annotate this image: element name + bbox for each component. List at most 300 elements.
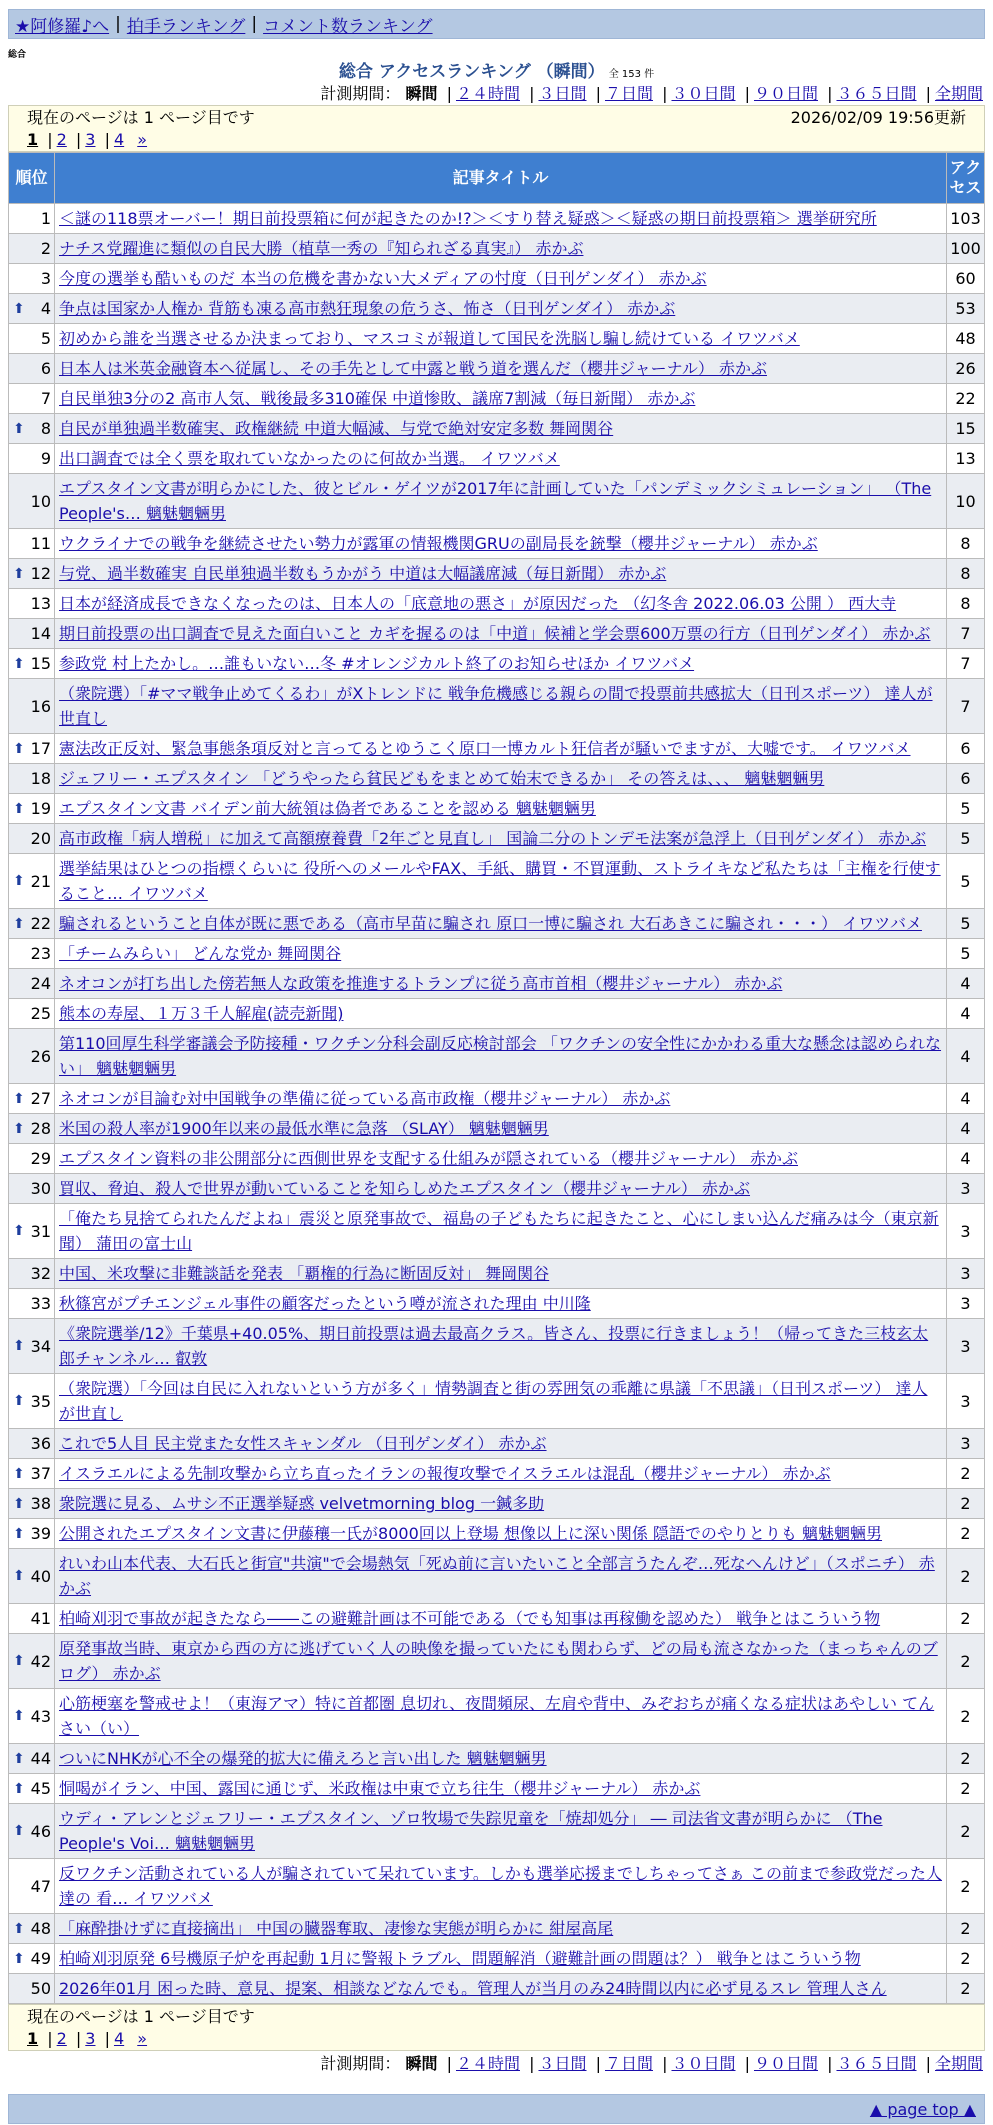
rank-up-arrow-icon: ⬆: [13, 1750, 25, 1767]
article-link[interactable]: （衆院選）「#ママ戦争止めてくるわ」がXトレンドに 戦争危機感じる親らの間で投票前共感拡大（日刊スポーツ） 達人が世直し: [59, 684, 933, 728]
access-count: 26: [947, 354, 985, 384]
rank-up-arrow-icon: ⬆: [13, 1495, 25, 1512]
access-count: 100: [947, 234, 985, 264]
rank-cell: [9, 1459, 55, 1489]
period-link-24h[interactable]: ２４時間: [455, 84, 520, 103]
title-cell: [55, 1519, 947, 1549]
pager-link-3[interactable]: 3: [85, 2029, 96, 2048]
table-row: [9, 824, 985, 854]
title-cell: [55, 854, 947, 909]
article-link[interactable]: 《衆院選挙/12》千葉県+40.05%、期日前投票は過去最高クラス。皆さん、投票に行きましょう！（帰ってきた三枝玄太郎チャンネル… 叡敦: [59, 1324, 929, 1368]
rank-cell: [9, 734, 55, 764]
access-count: 2: [947, 1804, 985, 1859]
article-link[interactable]: 「俺たち見捨てられたんだよね」震災と原発事故で、福島の子どもたちに起きたこと、心にしまい込んだ痛みは今（東京新聞） 蒲田の富士山: [59, 1209, 939, 1253]
article-link[interactable]: ナチス党躍進に類似の自民大勝（植草一秀の『知られざる真実』） 赤かぶ: [59, 239, 584, 258]
rank-cell: [9, 1604, 55, 1634]
article-link[interactable]: 日本が経済成長できなくなったのは、日本人の「底意地の悪さ」が原因だった （幻冬舎 2022.06.03 公開 ） 西大寺: [59, 594, 897, 613]
rank-cell: [9, 1374, 55, 1429]
article-link[interactable]: ジェフリー・エプスタイン 「どうやったら貧民どもをまとめて始末できるか」 その答えは、、、 魑魅魍魎男: [59, 769, 825, 788]
article-link[interactable]: 公開されたエプスタイン文書に伊藤穰一氏が8000回以上登場 想像以上に深い関係 隠語でのやりとりも 魑魅魍魎男: [59, 1524, 883, 1543]
access-count: 5: [947, 909, 985, 939]
rank-cell: [9, 854, 55, 909]
table-row: [9, 1259, 985, 1289]
article-link[interactable]: エプスタイン資料の非公開部分に西側世界を支配する仕組みが隠されている（櫻井ジャーナル） 赤かぶ: [59, 1149, 799, 1168]
access-count: 5: [947, 939, 985, 969]
pager-link-3[interactable]: 3: [85, 130, 96, 149]
access-count: 2: [947, 1914, 985, 1944]
table-row: [9, 1489, 985, 1519]
period-link-7d[interactable]: ７日間: [604, 84, 653, 103]
title-cell: [55, 734, 947, 764]
article-link[interactable]: 参政党 村上たかし。…誰もいない…冬 #オレンジカルト終了のお知らせほか イワツバメ: [59, 654, 695, 673]
title-cell: [55, 1804, 947, 1859]
table-row: [9, 474, 985, 529]
article-link[interactable]: 中国、米攻撃に非難談話を発表 「覇権的行為に断固反対」 舞岡関谷: [59, 1264, 550, 1283]
rank-cell: [9, 324, 55, 354]
table-row: [9, 679, 985, 734]
table-row: [9, 939, 985, 969]
access-count: 4: [947, 1084, 985, 1114]
title-cell: [55, 1974, 947, 2004]
rank-number: 50: [30, 1979, 51, 1998]
article-link[interactable]: ウクライナでの戦争を継続させたい勢力が露軍の情報機関GRUの副局長を銃撃（櫻井ジャーナル） 赤かぶ: [59, 534, 818, 553]
rank-cell: [9, 474, 55, 529]
rank-up-arrow-icon: ⬆: [13, 1780, 25, 1797]
title-cell: [55, 1114, 947, 1144]
rank-number: 3: [40, 269, 51, 288]
pager-link-4[interactable]: 4: [113, 130, 125, 149]
access-count: 13: [947, 444, 985, 474]
title-cell: [55, 1204, 947, 1259]
period-link-30d[interactable]: ３０日間: [671, 84, 736, 103]
table-row: [9, 734, 985, 764]
period-selector-bottom: 計測期間： 瞬間 | ２４時間 | ３日間 | ７日間 | ３０日間 | ９０日間 | ３６５日間 | 全期間: [320, 2054, 983, 2073]
rank-cell: [9, 529, 55, 559]
table-row: [9, 1859, 985, 1914]
rank-number: 41: [30, 1609, 51, 1628]
rank-cell: [9, 1144, 55, 1174]
table-row: [9, 1114, 985, 1144]
title-cell: [55, 324, 947, 354]
title-cell: [55, 1689, 947, 1744]
rank-cell: [9, 1174, 55, 1204]
top-nav-bar: [8, 9, 985, 39]
title-cell: [55, 764, 947, 794]
page-title: [8, 61, 985, 83]
pager-next-link[interactable]: »: [137, 2029, 148, 2048]
rank-cell: [9, 1974, 55, 2004]
article-link[interactable]: ＜謎の118票オーバー！期日前投票箱に何が起きたのか!?＞＜すり替え疑惑＞＜疑惑の期日前投票箱＞ 選挙研究所: [59, 209, 877, 228]
rank-cell: [9, 589, 55, 619]
rank-cell: [9, 1634, 55, 1689]
rank-number: 1: [40, 209, 51, 228]
title-cell: [55, 1289, 947, 1319]
table-row: [9, 1204, 985, 1259]
article-link[interactable]: 柏崎刈羽原発 6号機原子炉を再起動 1月に警報トラブル、問題解消（避難計画の問題は？） 戦争とはこういう物: [59, 1949, 861, 1968]
rank-number: 10: [30, 491, 51, 511]
table-row: [9, 1744, 985, 1774]
article-link[interactable]: イスラエルによる先制攻撃から立ち直ったイランの報復攻撃でイスラエルは混乱（櫻井ジャーナル） 赤かぶ: [59, 1464, 831, 1483]
article-link[interactable]: れいわ山本代表、大石氏と街宣"共演"で会場熱気「死ぬ前に言いたいこと全部言うたんぞ…死なへんけど」（スポニチ） 赤かぶ: [59, 1554, 935, 1598]
access-count: 7: [947, 649, 985, 679]
rank-number: 14: [30, 624, 51, 643]
access-count: 22: [947, 384, 985, 414]
rank-cell: [9, 1944, 55, 1974]
table-row: [9, 1914, 985, 1944]
rank-number: 40: [30, 1566, 51, 1586]
rank-number: 27: [30, 1089, 51, 1108]
title-cell: [55, 1259, 947, 1289]
access-count: 3: [947, 1204, 985, 1259]
rank-cell: [9, 1289, 55, 1319]
access-count: 4: [947, 1029, 985, 1084]
access-count: 3: [947, 1429, 985, 1459]
title-cell: [55, 1634, 947, 1689]
table-row: [9, 1289, 985, 1319]
rank-cell: [9, 1549, 55, 1604]
title-cell: [55, 1319, 947, 1374]
article-link[interactable]: 高市政権「病人増税」に加えて高額療養費「2年ごと見直し」 国論二分のトンデモ法案が急浮上（日刊ゲンダイ） 赤かぶ: [59, 829, 927, 848]
access-count: 6: [947, 734, 985, 764]
period-current: 瞬間: [405, 84, 438, 103]
article-link[interactable]: 反ワクチン活動されている人が騙されていて呆れています。しかも選挙応援までしちゃってさぁ この前まで参政党だった人達の 看… イワツバメ: [59, 1864, 943, 1908]
updated-timestamp: 2026/02/09 19:56更新: [790, 108, 966, 127]
article-link[interactable]: 恫喝がイラン、中国、露国に通じず、米政権は中東で立ち往生（櫻井ジャーナル） 赤かぶ: [59, 1779, 701, 1798]
table-row: [9, 294, 985, 324]
access-count: 3: [947, 1174, 985, 1204]
article-link[interactable]: 選挙結果はひとつの指標くらいに 役所へのメールやFAX、手紙、購買・不買運動、ストライキなど私たちは「主権を行使すること… イワツバメ: [59, 859, 941, 903]
rank-cell: [9, 1084, 55, 1114]
article-link[interactable]: 衆院選に見る、ムサシ不正選挙疑惑 velvetmorning blog 一鍼多助: [59, 1494, 545, 1513]
rank-cell: [9, 1319, 55, 1374]
title-cell: [55, 589, 947, 619]
access-count: 8: [947, 589, 985, 619]
access-count: 2: [947, 1549, 985, 1604]
access-count: 3: [947, 1289, 985, 1319]
rank-up-arrow-icon: ⬆: [13, 873, 25, 889]
period-label: 計測期間：: [320, 84, 401, 103]
breadcrumb: 総合: [8, 50, 27, 60]
period-label: 計測期間：: [320, 2054, 401, 2073]
rank-number: 33: [30, 1294, 51, 1313]
rank-number: 24: [30, 974, 51, 993]
rank-number: 21: [30, 871, 51, 891]
access-count: 8: [947, 529, 985, 559]
title-cell: [55, 1549, 947, 1604]
rank-cell: [9, 1689, 55, 1744]
rank-cell: [9, 999, 55, 1029]
rank-number: 39: [30, 1524, 51, 1543]
article-link[interactable]: エプスタイン文書が明らかにした、彼とビル・ゲイツが2017年に計画していた「パンデミックシミュレーション」 （The People's… 魑魅魍魎男: [59, 479, 932, 523]
table-row: [9, 794, 985, 824]
access-count: 2: [947, 1634, 985, 1689]
title-cell: [55, 679, 947, 734]
article-link[interactable]: 憲法改正反対、緊急事態条項反対と言ってるとゆうこく原口一博カルト狂信者が騒いでますが、大嘘です。 イワツバメ: [59, 739, 911, 758]
article-link[interactable]: 「チームみらい」 どんな党か 舞岡関谷: [59, 944, 342, 963]
title-cell: [55, 824, 947, 854]
access-count: 7: [947, 679, 985, 734]
table-row: [9, 1174, 985, 1204]
rank-cell: [9, 1859, 55, 1914]
rank-number: 32: [30, 1264, 51, 1283]
article-link[interactable]: 秋篠宮がプチエンジェル事件の顧客だったという噂が流された理由 中川隆: [59, 1294, 591, 1313]
article-link[interactable]: 原発事故当時、東京から西の方に逃げていく人の映像を撮っていたにも関わらず、どの局も流さなかった（まっちゃんのブログ） 赤かぶ: [59, 1639, 938, 1683]
rank-cell: [9, 909, 55, 939]
rank-up-arrow-icon: ⬆: [13, 915, 25, 932]
rank-number: 2: [40, 239, 51, 258]
header-title: 記事タイトル: [55, 153, 947, 204]
rank-cell: [9, 1029, 55, 1084]
title-cell: [55, 619, 947, 649]
pager-current-page: 1: [27, 2029, 39, 2048]
article-link[interactable]: 初めから誰を当選させるか決まっており、マスコミが報道して国民を洗脳し騙し続けている イワツバメ: [59, 329, 800, 348]
rank-up-arrow-icon: ⬆: [13, 1338, 25, 1354]
title-cell: [55, 1029, 947, 1084]
table-row: [9, 1519, 985, 1549]
ranking-table: [8, 152, 985, 2004]
period-link-24h[interactable]: ２４時間: [455, 2054, 520, 2073]
access-count: 10: [947, 474, 985, 529]
page-wrapper: [0, 9, 993, 2124]
page-top-link[interactable]: ▲ page top ▲: [869, 2100, 976, 2119]
nav-link-comment-ranking[interactable]: コメント数ランキング: [263, 16, 433, 37]
rank-up-arrow-icon: ⬆: [13, 1708, 25, 1724]
pager-next-link[interactable]: »: [137, 130, 148, 149]
rank-up-arrow-icon: ⬆: [13, 740, 25, 757]
rank-cell: [9, 1774, 55, 1804]
access-count: 53: [947, 294, 985, 324]
rank-cell: [9, 619, 55, 649]
access-count: 5: [947, 824, 985, 854]
period-link-90d[interactable]: ９０日間: [753, 84, 818, 103]
rank-number: 8: [40, 419, 51, 438]
rank-up-arrow-icon: ⬆: [13, 1920, 25, 1937]
period-link-all[interactable]: 全期間: [934, 2054, 983, 2073]
title-cell: [55, 794, 947, 824]
rank-cell: [9, 234, 55, 264]
article-link[interactable]: 出口調査では全く票を取れていなかったのに何故か当選。 イワツバメ: [59, 449, 560, 468]
rank-cell: [9, 1519, 55, 1549]
rank-number: 35: [30, 1391, 51, 1411]
rank-cell: [9, 294, 55, 324]
article-link[interactable]: 騙されるということ自体が既に悪である（高市早苗に騙され 原口一博に騙され 大石あきこに騙され・・・） イワツバメ: [59, 914, 922, 933]
article-link[interactable]: 柏崎刈羽で事故が起きたなら――この避難計画は不可能である（でも知事は再稼働を認めた） 戦争とはこういう物: [59, 1609, 881, 1628]
access-count: 2: [947, 1859, 985, 1914]
table-row: [9, 1804, 985, 1859]
rank-number: 45: [30, 1779, 51, 1798]
rank-cell: [9, 764, 55, 794]
title-cell: [55, 414, 947, 444]
rank-cell: [9, 969, 55, 999]
rank-number: 9: [40, 449, 51, 468]
article-link[interactable]: ついにNHKが心不全の爆発的拡大に備えろと言い出した 魑魅魍魎男: [59, 1749, 547, 1768]
table-row: [9, 1944, 985, 1974]
nav-link-applause-ranking[interactable]: 拍手ランキング: [126, 16, 246, 37]
title-cell: [55, 1374, 947, 1429]
table-row: [9, 234, 985, 264]
rank-up-arrow-icon: ⬆: [13, 1823, 25, 1839]
rank-number: 26: [30, 1046, 51, 1066]
period-current: 瞬間: [405, 2054, 438, 2073]
table-row: [9, 589, 985, 619]
title-cell: [55, 909, 947, 939]
rank-up-arrow-icon: ⬆: [13, 655, 25, 672]
rank-number: 38: [30, 1494, 51, 1513]
rank-up-arrow-icon: ⬆: [13, 1465, 25, 1482]
header-access: アクセス: [947, 153, 985, 204]
item-count: 全 153 件: [608, 69, 655, 80]
period-link-all[interactable]: 全期間: [934, 84, 983, 103]
period-link-3d[interactable]: ３日間: [538, 2054, 587, 2073]
article-link[interactable]: ウディ・アレンとジェフリー・エプスタイン、ゾロ牧場で失踪児童を「焼却処分」 ― 司法省文書が明らかに （The People's Voi… 魑魅魍魎男: [59, 1809, 883, 1853]
title-cell: [55, 474, 947, 529]
title-cell: [55, 1084, 947, 1114]
rank-up-arrow-icon: ⬆: [13, 1120, 25, 1137]
period-selector-top: 計測期間： 瞬間 | ２４時間 | ３日間 | ７日間 | ３０日間 | ９０日間 | ３６５日間 | 全期間: [320, 84, 983, 103]
table-row: [9, 999, 985, 1029]
table-row: [9, 1319, 985, 1374]
rank-up-arrow-icon: ⬆: [13, 1393, 25, 1409]
rank-cell: [9, 1489, 55, 1519]
table-row: [9, 1459, 985, 1489]
title-cell: [55, 1489, 947, 1519]
rank-number: 16: [30, 696, 51, 716]
access-count: 3: [947, 1374, 985, 1429]
article-link[interactable]: 第110回厚生科学審議会予防接種・ワクチン分科会副反応検討部会 「ワクチンの安全性にかかわる重大な懸念は認められない」 魑魅魍魎男: [59, 1034, 942, 1078]
access-count: 8: [947, 559, 985, 589]
period-link-30d[interactable]: ３０日間: [671, 2054, 736, 2073]
rank-number: 4: [40, 299, 51, 318]
table-row: [9, 414, 985, 444]
title-cell: [55, 354, 947, 384]
rank-cell: [9, 444, 55, 474]
article-link[interactable]: 今度の選挙も酷いものだ 本当の危機を書かない大メディアの忖度（日刊ゲンダイ） 赤かぶ: [59, 269, 707, 288]
table-row: [9, 969, 985, 999]
period-link-365d[interactable]: ３６５日間: [836, 84, 917, 103]
rank-number: 46: [30, 1821, 51, 1841]
rank-number: 23: [30, 944, 51, 963]
rank-cell: [9, 204, 55, 234]
table-row: [9, 1604, 985, 1634]
rank-number: 44: [30, 1749, 51, 1768]
rank-number: 17: [30, 739, 51, 758]
table-row: [9, 1144, 985, 1174]
pager-status: 現在のページは 1 ページ目です: [27, 2007, 255, 2026]
access-count: 4: [947, 999, 985, 1029]
access-count: 2: [947, 1974, 985, 2004]
table-row: [9, 1634, 985, 1689]
rank-number: 15: [30, 654, 51, 673]
access-count: 2: [947, 1744, 985, 1774]
pager-current-page: 1: [27, 130, 39, 149]
access-count: 4: [947, 969, 985, 999]
access-count: 2: [947, 1774, 985, 1804]
article-link[interactable]: エプスタイン文書 バイデン前大統領は偽者であることを認める 魑魅魍魎男: [59, 799, 596, 818]
rank-cell: [9, 1114, 55, 1144]
rank-up-arrow-icon: ⬆: [13, 565, 25, 582]
article-link[interactable]: 与党、過半数確実 自民単独過半数もうかがう 中道は大幅議席減（毎日新聞） 赤かぶ: [59, 564, 667, 583]
bottom-bar: [8, 2094, 985, 2124]
table-row: [9, 764, 985, 794]
access-count: 103: [947, 204, 985, 234]
period-link-365d[interactable]: ３６５日間: [836, 2054, 917, 2073]
title-cell: [55, 1144, 947, 1174]
access-count: 2: [947, 1604, 985, 1634]
rank-cell: [9, 559, 55, 589]
article-link[interactable]: 自民単独3分の2 高市人気、戦後最多310確保 中道惨敗、議席7割減（毎日新聞） 赤かぶ: [59, 389, 696, 408]
rank-cell: [9, 1429, 55, 1459]
access-count: 2: [947, 1689, 985, 1744]
rank-number: 48: [30, 1919, 51, 1938]
access-count: 2: [947, 1519, 985, 1549]
period-link-3d[interactable]: ３日間: [538, 84, 587, 103]
article-link[interactable]: 自民が単独過半数確実、政権継続 中道大幅減、与党で絶対安定多数 舞岡関谷: [59, 419, 614, 438]
table-row: [9, 1374, 985, 1429]
title-cell: [55, 384, 947, 414]
title-cell: [55, 529, 947, 559]
article-link[interactable]: 日本人は米英金融資本へ従属し、その手先として中露と戦う道を選んだ（櫻井ジャーナル） 赤かぶ: [59, 359, 767, 378]
rank-up-arrow-icon: ⬆: [13, 1223, 25, 1239]
article-link[interactable]: 熊本の寿屋、１万３千人解雇(読売新聞): [59, 1004, 344, 1023]
article-link[interactable]: これで5人目 民主党また女性スキャンダル （日刊ゲンダイ） 赤かぶ: [59, 1434, 547, 1453]
rank-cell: [9, 679, 55, 734]
access-count: 3: [947, 1259, 985, 1289]
rank-cell: [9, 414, 55, 444]
period-link-7d[interactable]: ７日間: [604, 2054, 653, 2073]
article-link[interactable]: 米国の殺人率が1900年以来の最低水準に急落 （SLAY） 魑魅魍魎男: [59, 1119, 549, 1138]
pager-link-2[interactable]: 2: [56, 2029, 67, 2048]
rank-cell: [9, 1259, 55, 1289]
access-count: 2: [947, 1459, 985, 1489]
title-cell: [55, 1429, 947, 1459]
article-link[interactable]: 「麻酔掛けずに直接摘出」 中国の臓器奪取、凄惨な実態が明らかに 紺屋高尾: [59, 1919, 614, 1938]
title-cell: [55, 294, 947, 324]
pager-link-2[interactable]: 2: [56, 130, 67, 149]
article-link[interactable]: 心筋梗塞を警戒せよ！（東海アマ）特に首都圏 息切れ、夜間頻尿、左肩や背中、みぞおちが痛くなる症状はあやしい てんさい（い）: [59, 1694, 935, 1738]
table-row: [9, 1974, 985, 2004]
nav-link-asyura[interactable]: ★阿修羅♪へ: [15, 16, 110, 37]
pager-link-4[interactable]: 4: [113, 2029, 125, 2048]
rank-cell: [9, 1744, 55, 1774]
article-link[interactable]: 争点は国家か人権か 背筋も凍る高市熱狂現象の危うさ、怖さ（日刊ゲンダイ） 赤かぶ: [59, 299, 676, 318]
period-link-90d[interactable]: ９０日間: [753, 2054, 818, 2073]
access-count: 5: [947, 794, 985, 824]
rank-cell: [9, 1914, 55, 1944]
article-link[interactable]: （衆院選）「今回は自民に入れないという方が多く」情勢調査と街の雰囲気の乖離に県議「不思議」（日刊スポーツ） 達人が世直し: [59, 1379, 928, 1423]
title-cell: [55, 559, 947, 589]
article-link[interactable]: 買収、脅迫、殺人で世界が動いていることを知らしめたエプスタイン（櫻井ジャーナル） 赤かぶ: [59, 1179, 751, 1198]
title-cell: [55, 1944, 947, 1974]
article-link[interactable]: 2026年01月 困った時、意見、提案、相談などなんでも。管理人が当月のみ24時間以内に必ず見るスレ 管理人さん: [59, 1979, 887, 1998]
title-cell: [55, 1459, 947, 1489]
title-cell: [55, 444, 947, 474]
page-title-text: 総合 アクセスランキング （瞬間）: [338, 62, 605, 82]
rank-number: 13: [30, 594, 51, 613]
access-count: 7: [947, 619, 985, 649]
article-link[interactable]: ネオコンが目論む対中国戦争の準備に従っている高市政権（櫻井ジャーナル） 赤かぶ: [59, 1089, 671, 1108]
rank-cell: [9, 824, 55, 854]
rank-cell: [9, 649, 55, 679]
article-link[interactable]: ネオコンが打ち出した傍若無人な政策を推進するトランプに従う高市首相（櫻井ジャーナル） 赤かぶ: [59, 974, 783, 993]
table-row: [9, 324, 985, 354]
rank-number: 11: [30, 534, 51, 553]
access-count: 5: [947, 854, 985, 909]
access-count: 2: [947, 1489, 985, 1519]
table-row: [9, 1084, 985, 1114]
table-row: [9, 1549, 985, 1604]
article-link[interactable]: 期日前投票の出口調査で見えた面白いこと カギを握るのは「中道」候補と学会票600万票の行方（日刊ゲンダイ） 赤かぶ: [59, 624, 931, 643]
title-cell: [55, 1859, 947, 1914]
